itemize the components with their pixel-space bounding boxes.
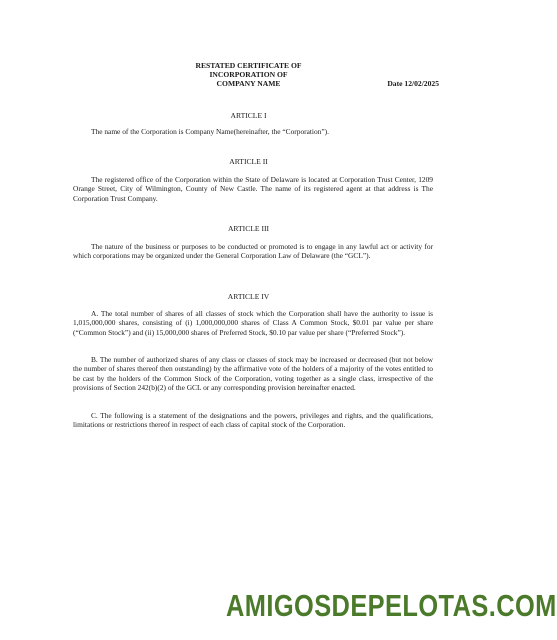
article-4-heading: ARTICLE IV <box>227 292 270 301</box>
article-1-paragraph: The name of the Corporation is Company Name(hereinafter, the “Corporation”). <box>91 127 329 136</box>
article-2-paragraph: The registered office of the Corporation within the State of Delaware is located at Corporation Trust Center, 1209 Orange Street, City of Wilmington, County of New Castle. The name of its registered agent at that address is The Corporation Trust Company. <box>73 175 433 203</box>
title-line-1: RESTATED CERTIFICATE OF <box>195 61 302 70</box>
document-date: Date 12/02/2025 <box>387 79 439 88</box>
article-4-paragraph-c: C. The following is a statement of the designations and the powers, privileges and rights, and the qualifications, limitations or restrictions thereof in respect of each class of capital stock of the Corporation. <box>73 411 433 430</box>
watermark-logo: AMIGOSDEPELOTAS.COM <box>226 588 557 623</box>
article-2-heading: ARTICLE II <box>229 157 268 166</box>
article-1-heading: ARTICLE I <box>230 111 267 120</box>
article-4-paragraph-a: A. The total number of shares of all classes of stock which the Corporation shall have the authority to issue is 1,015,000,000 shares, consisting of (i) 1,000,000,000 shares of Class A Common Stock, $0.01 par value per share (“Common Stock”) and (ii) 15,000,000 shares of Preferred Stock, $0.10 par value per share (“Preferred Stock”). <box>73 309 433 337</box>
article-3-paragraph: The nature of the business or purposes to be conducted or promoted is to engage in any lawful act or activity for which corporations may be organized under the General Corporation Law of Delaware (the “GCL”). <box>73 242 433 261</box>
title-line-2: INCORPORATION OF <box>209 70 288 79</box>
article-4-paragraph-b: B. The number of authorized shares of any class or classes of stock may be increased or decreased (but not below the number of shares thereof then outstanding) by the affirmative vote of the holders of a majority of the votes entitled to be cast by the holders of the Common Stock of the Corporation, voting together as a single class, irrespective of the provisions of Section 242(b)(2) of the GCL or any corresponding provision hereinafter enacted. <box>73 355 433 393</box>
article-3-heading: ARTICLE III <box>227 224 270 233</box>
title-line-3: COMPANY NAME <box>216 79 281 88</box>
